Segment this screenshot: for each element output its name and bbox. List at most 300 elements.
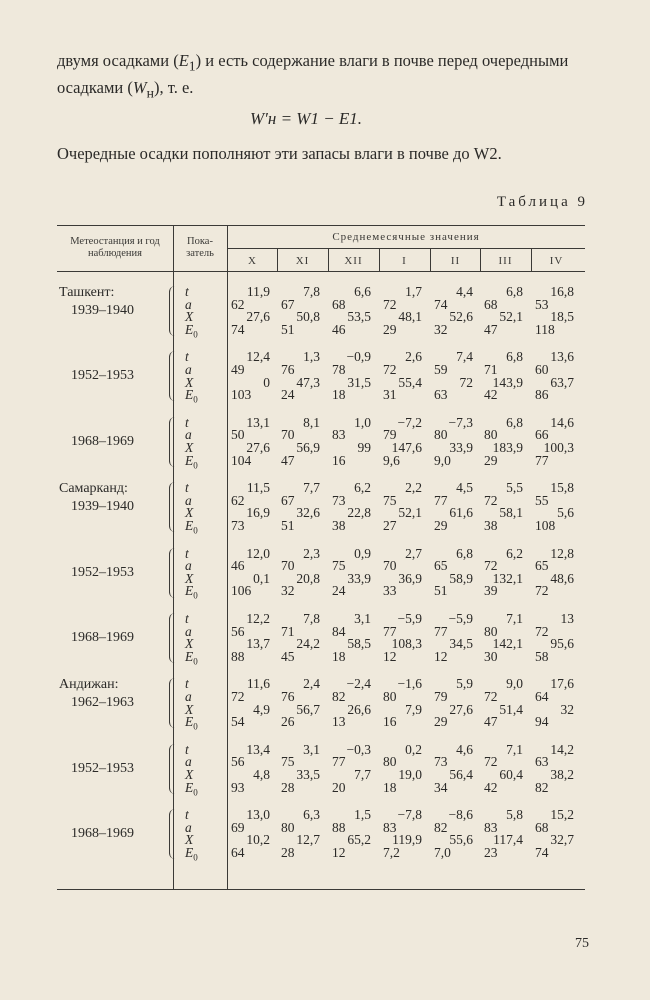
table-cell: 51 (281, 321, 295, 337)
table-cell: 2,7 (405, 545, 422, 561)
table-cell: 60 (535, 362, 549, 377)
month-column-divider (328, 248, 329, 271)
table-cell: 38 (332, 518, 346, 533)
table-cell: 51 (281, 518, 295, 533)
table-cell: 7,1 (506, 611, 523, 626)
table-cell: 26,6 (347, 701, 371, 717)
table-cell: 76 (281, 689, 295, 704)
table-cell: 108 (535, 518, 556, 533)
table-cell: 7,4 (456, 349, 473, 365)
table-cell: 14,6 (550, 414, 574, 430)
observation-years: 1968–1969 (71, 826, 134, 842)
table-cell: 0,1 (253, 570, 270, 586)
table-cell: 32,7 (550, 832, 574, 848)
table-cell: 62 (231, 492, 245, 508)
table-cell: 48,6 (550, 570, 574, 586)
indicator-symbol: $E_0$ (185, 845, 198, 863)
table-cell: 13,6 (550, 349, 574, 365)
table-cell: 54 (231, 714, 245, 730)
table-cell: 13 (560, 611, 574, 626)
table-cell: −7,3 (448, 414, 473, 430)
table-cell: 18 (383, 779, 397, 795)
observation-years: 1939–1940 (71, 499, 134, 515)
table-cell: 103 (231, 387, 252, 403)
table-cell: 8,1 (303, 414, 320, 430)
data-table (57, 225, 585, 890)
observation-years: 1939–1940 (71, 303, 134, 318)
table-cell: 61,6 (449, 505, 473, 521)
table-cell: 88 (231, 648, 245, 664)
table-cell: 33,9 (449, 440, 473, 455)
table-cell: 82 (332, 689, 346, 704)
table-cell: 23 (484, 845, 498, 860)
table-cell: 3,1 (303, 741, 320, 757)
table-cell: 68 (484, 296, 498, 312)
table-cell: 45 (281, 648, 295, 664)
indicator-symbol: X (185, 701, 194, 717)
table-cell: 2,2 (405, 480, 422, 496)
table-cell: 29 (484, 452, 498, 468)
table-cell: 7,2 (383, 845, 400, 860)
table-cell: 27,6 (246, 440, 270, 455)
table-cell: 20,8 (296, 570, 320, 586)
table-cell: 16 (383, 714, 397, 730)
table-cell: 32 (281, 583, 295, 599)
station-column-header: Метеостанция и год наблюдения (70, 236, 160, 259)
table-cell: 132,1 (492, 570, 523, 586)
table-cell: 73 (332, 492, 346, 508)
table-cell: 32,6 (296, 505, 320, 521)
table-cell: 53 (535, 296, 549, 312)
table-cell: 55 (535, 492, 549, 508)
table-top-rule (57, 225, 585, 226)
table-cell: 94 (535, 714, 549, 730)
table-cell: 58,5 (347, 636, 371, 652)
table-cell: 6,8 (506, 414, 523, 430)
table-cell: 65 (434, 558, 448, 574)
table-cell: 5,9 (456, 676, 473, 692)
month-column-divider (531, 248, 532, 271)
table-cell: 63,7 (550, 374, 574, 390)
table-cell: 26 (281, 714, 295, 730)
table-cell: 65 (535, 558, 549, 574)
table-cell: 63 (535, 754, 549, 770)
table-cell: 80 (484, 427, 498, 443)
table-cell: 58,9 (449, 570, 473, 586)
indicator-symbol: a (185, 492, 192, 508)
table-cell: 12 (383, 648, 397, 664)
indicator-symbol: X (185, 505, 194, 521)
month-header: X (248, 255, 257, 267)
table-cell: 3,1 (354, 611, 371, 626)
table-cell: 56 (231, 623, 245, 639)
table-cell: 119,9 (392, 832, 422, 848)
table-cell: 72 (535, 623, 549, 639)
table-cell: 13 (332, 714, 346, 730)
table-cell: 27,6 (449, 701, 473, 717)
formula: W′н = W1 − E1. (250, 109, 363, 128)
table-cell: 12,0 (246, 545, 270, 561)
table-cell: 72 (484, 754, 498, 770)
observation-years: 1952–1953 (71, 564, 134, 580)
table-cell: 7,8 (303, 284, 320, 299)
table-cell: 4,5 (456, 480, 473, 496)
indicator-symbol: $E_0$ (185, 321, 198, 340)
indicator-symbol: t (185, 741, 189, 757)
indicator-symbol: X (185, 767, 194, 782)
table-cell: 83 (383, 819, 397, 835)
table-cell: 46 (332, 321, 346, 337)
group-brace (169, 351, 178, 401)
group-brace (169, 678, 178, 728)
month-header: I (402, 255, 407, 267)
table-cell: 13,1 (246, 414, 270, 430)
table-cell: 82 (535, 779, 549, 795)
table-cell: −5,9 (448, 611, 473, 626)
month-column-divider (379, 248, 380, 271)
table-cell: 7,7 (354, 767, 371, 782)
station-name: Самарканд: (59, 481, 128, 497)
table-cell: 49 (231, 362, 245, 377)
table-cell: 63 (434, 387, 448, 403)
table-cell: 67 (281, 296, 295, 312)
table-cell: 29 (434, 714, 448, 730)
indicator-symbol: $E_0$ (185, 648, 198, 667)
table-cell: 74 (231, 321, 245, 337)
table-cell: 72 (231, 689, 245, 704)
station-name: Ташкент: (59, 285, 115, 300)
table-cell: 6,3 (303, 807, 320, 823)
table-cell: 18 (332, 387, 346, 403)
table-cell: 52,1 (499, 309, 523, 325)
month-header: IV (549, 255, 564, 267)
table-cell: 4,8 (253, 767, 270, 782)
table-cell: 76 (281, 362, 295, 377)
table-cell: 183,9 (492, 440, 523, 455)
table-cell: 80 (484, 623, 498, 639)
observation-years: 1962–1963 (71, 695, 134, 711)
table-cell: 106 (231, 583, 252, 599)
table-cell: −7,8 (397, 807, 422, 823)
monthly-values-header: Среднемесячные значения (332, 231, 480, 243)
indicator-symbol: a (185, 296, 192, 312)
table-cell: 56,7 (296, 701, 320, 717)
table-cell: 13,4 (246, 741, 270, 757)
table-cell: 27 (383, 518, 397, 533)
table-cell: 70 (281, 427, 295, 443)
table-cell: 7,7 (303, 480, 320, 496)
table-cell: 1,5 (354, 807, 371, 823)
indicator-symbol: $E_0$ (185, 583, 198, 602)
table-cell: 34 (434, 779, 448, 795)
table-cell: 13,7 (246, 636, 270, 652)
table-cell: 0,2 (405, 741, 422, 757)
table-cell: 19,0 (398, 767, 422, 782)
table-cell: 4,9 (253, 701, 270, 717)
indicator-symbol: a (185, 689, 192, 704)
table-cell: 77 (434, 623, 448, 639)
table-cell: 15,8 (550, 480, 574, 496)
table-cell: 29 (383, 321, 397, 337)
table-cell: 68 (332, 296, 346, 312)
table-cell: 72 (484, 492, 498, 508)
table-cell: 51 (434, 583, 448, 599)
table-cell: 71 (484, 362, 498, 377)
table-cell: 33 (383, 583, 397, 599)
table-cell: −1,6 (397, 676, 422, 692)
indicator-symbol: t (185, 807, 189, 823)
table-cell: 7,8 (303, 611, 320, 626)
table-cell: 117,4 (493, 832, 523, 848)
table-cell: 36,9 (398, 570, 422, 586)
table-cell: 74 (535, 845, 549, 860)
group-brace (169, 809, 178, 859)
indicator-symbol: t (185, 284, 189, 299)
table-cell: 93 (231, 779, 245, 795)
table-cell: 71 (281, 623, 295, 639)
table-cell: 15,2 (550, 807, 574, 823)
observation-years: 1968–1969 (71, 630, 134, 645)
indicator-symbol: t (185, 480, 189, 496)
table-cell: 142,1 (492, 636, 523, 652)
table-cell: 12,2 (246, 611, 270, 626)
table-cell: 18,5 (550, 309, 574, 325)
indicator-symbol: X (185, 636, 194, 652)
table-cell: 56 (231, 754, 245, 770)
table-cell: 77 (434, 492, 448, 508)
indicator-symbol: t (185, 676, 189, 692)
table-cell: 38,2 (550, 767, 574, 782)
table-cell: 32 (434, 321, 448, 337)
table-cell: 1,7 (405, 284, 422, 299)
table-cell: 70 (281, 558, 295, 574)
indicator-symbol: X (185, 570, 194, 586)
table-cell: 143,9 (492, 374, 523, 390)
table-cell: 22,8 (347, 505, 371, 521)
table-cell: 12 (434, 648, 448, 664)
table-cell: 6,8 (456, 545, 473, 561)
group-brace (169, 417, 178, 467)
indicator-column-header: Пока- затель (186, 236, 214, 259)
month-header: III (498, 255, 513, 267)
table-cell: 12 (332, 845, 346, 860)
table-cell: 73 (231, 518, 245, 533)
month-header: XI (295, 255, 310, 267)
indicator-symbol: $E_0$ (185, 714, 198, 732)
page-number: 75 (575, 936, 589, 951)
table-cell: 42 (484, 779, 498, 795)
table-cell: 33,9 (347, 570, 371, 586)
indicator-symbol: a (185, 362, 192, 377)
table-cell: 72 (535, 583, 549, 599)
indicator-symbol: $E_0$ (185, 452, 198, 471)
table-cell: 47 (281, 452, 295, 468)
table-cell: 24,2 (296, 636, 320, 652)
indicator-symbol: $E_0$ (185, 518, 198, 536)
intro-paragraph: двумя осадками $(E_1)$ и есть содержание влаги в почве перед очередными осадками $(W_н)$, т. е. (57, 51, 569, 101)
table-cell: 80 (434, 427, 448, 443)
table-cell: 62 (231, 296, 245, 312)
table-cell: −8,6 (448, 807, 473, 823)
indicator-symbol: X (185, 832, 194, 848)
month-column-divider (480, 248, 481, 271)
table-cell: 9,0 (506, 676, 523, 692)
indicator-symbol: t (185, 414, 189, 430)
table-cell: 6,2 (506, 545, 523, 561)
table-cell: 72 (484, 689, 498, 704)
table-cell: 12,8 (550, 545, 574, 561)
table-cell: 47 (484, 714, 498, 730)
table-cell: 2,6 (405, 349, 422, 365)
table-cell: −0,3 (346, 741, 371, 757)
table-cell: 38 (484, 518, 498, 533)
table-cell: 18 (332, 648, 346, 664)
group-brace (169, 548, 178, 598)
table-cell: 88 (332, 819, 346, 835)
table-bottom-rule (57, 889, 585, 890)
table-cell: 7,0 (434, 845, 451, 860)
table-cell: 16,8 (550, 284, 574, 299)
table-cell: 17,6 (550, 676, 574, 692)
table-cell: 60,4 (499, 767, 523, 782)
indicator-symbol: X (185, 309, 194, 325)
table-cell: −2,4 (346, 676, 371, 692)
table-cell: 56,4 (449, 767, 473, 782)
group-brace (169, 482, 178, 532)
table-cell: 11,6 (246, 676, 270, 692)
table-cell: 4,6 (456, 741, 473, 757)
indicator-symbol: t (185, 611, 189, 626)
table-cell: 95,6 (550, 636, 574, 652)
table-cell: 83 (484, 819, 498, 835)
table-cell: 27,6 (246, 309, 270, 325)
indicator-symbol: a (185, 427, 192, 443)
month-header: II (450, 255, 461, 267)
table-cell: 47 (484, 321, 498, 337)
table-cell: 100,3 (543, 440, 574, 455)
table-cell: 78 (332, 362, 346, 377)
table-cell: 42 (484, 387, 498, 403)
table-cell: 12,7 (296, 832, 320, 848)
table-cell: 0,9 (354, 545, 371, 561)
indicator-symbol: a (185, 819, 192, 835)
indicator-column-divider (227, 225, 228, 890)
table-cell: 7,9 (405, 701, 422, 717)
table-cell: 5,5 (506, 480, 523, 496)
observation-years: 1952–1953 (71, 368, 134, 384)
group-brace (169, 744, 178, 794)
second-paragraph: Очередные осадки пополняют эти запасы влаги в почве до W2. (57, 144, 502, 163)
table-cell: 28 (281, 779, 295, 795)
table-cell: 24 (281, 387, 295, 403)
table-cell: 0 (263, 374, 270, 390)
table-cell: 46 (231, 558, 245, 574)
table-cell: 66 (535, 427, 549, 443)
table-cell: 86 (535, 387, 549, 403)
table-cell: 83 (332, 427, 346, 443)
table-cell: 47,3 (296, 374, 320, 390)
table-cell: 65,2 (347, 832, 371, 848)
table-cell: 80 (383, 689, 397, 704)
table-cell: 75 (332, 558, 346, 574)
table-cell: 118 (535, 321, 555, 337)
station-name: Андижан: (59, 677, 119, 693)
table-cell: 11,5 (246, 480, 270, 496)
month-column-divider (430, 248, 431, 271)
table-cell: 70 (383, 558, 397, 574)
table-cell: 99 (357, 440, 371, 455)
table-cell: 58 (535, 648, 549, 664)
table-cell: 80 (281, 819, 295, 835)
table-cell: 39 (484, 583, 498, 599)
table-cell: 5,6 (557, 505, 574, 521)
table-cell: 30 (484, 648, 498, 664)
table-cell: 58,1 (499, 505, 523, 521)
table-cell: 12,4 (246, 349, 270, 365)
table-cell: 1,0 (354, 414, 371, 430)
table-cell: 32 (560, 701, 574, 717)
table-cell: 64 (231, 845, 245, 860)
table-title: Таблица 9 (496, 194, 588, 210)
table-cell: 24 (332, 583, 346, 599)
table-cell: 2,3 (303, 545, 320, 561)
indicator-symbol: t (185, 545, 189, 561)
indicator-symbol: $E_0$ (185, 779, 198, 798)
table-cell: 48,1 (398, 309, 422, 325)
table-cell: 20 (332, 779, 346, 795)
table-cell: 14,2 (550, 741, 574, 757)
table-cell: 74 (434, 296, 448, 312)
table-cell: 1,3 (303, 349, 320, 365)
table-cell: 28 (281, 845, 295, 860)
table-cell: −7,2 (397, 414, 422, 430)
table-cell: 56,9 (296, 440, 320, 455)
table-cell: 68 (535, 819, 549, 835)
indicator-symbol: a (185, 623, 192, 639)
table-cell: 34,5 (449, 636, 473, 652)
table-cell: 79 (383, 427, 397, 443)
group-brace (169, 613, 178, 663)
table-cell: 79 (434, 689, 448, 704)
table-cell: −0,9 (346, 349, 371, 365)
table-cell: 4,4 (456, 284, 473, 299)
table-cell: 73 (434, 754, 448, 770)
table-cell: 50,8 (296, 309, 320, 325)
indicator-symbol: X (185, 374, 194, 390)
indicator-symbol: X (185, 440, 194, 455)
table-cell: 75 (281, 754, 295, 770)
group-brace (169, 286, 178, 336)
table-cell: 2,4 (303, 676, 320, 692)
indicator-symbol: t (185, 349, 189, 365)
table-cell: 72 (484, 558, 498, 574)
table-cell: 55,4 (398, 374, 422, 390)
table-cell: 9,0 (434, 452, 451, 468)
table-cell: 7,1 (506, 741, 523, 757)
table-cell: 77 (332, 754, 346, 770)
table-cell: 31,5 (347, 374, 371, 390)
month-header: XII (344, 255, 363, 267)
table-cell: −5,9 (397, 611, 422, 626)
table-cell: 77 (535, 452, 549, 468)
indicator-symbol: $E_0$ (185, 387, 198, 405)
table-cell: 13,0 (246, 807, 270, 823)
table-cell: 29 (434, 518, 448, 533)
table-header-rule (57, 271, 585, 272)
table-cell: 59 (434, 362, 448, 377)
table-cell: 33,5 (296, 767, 320, 782)
table-cell: 53,5 (347, 309, 371, 325)
